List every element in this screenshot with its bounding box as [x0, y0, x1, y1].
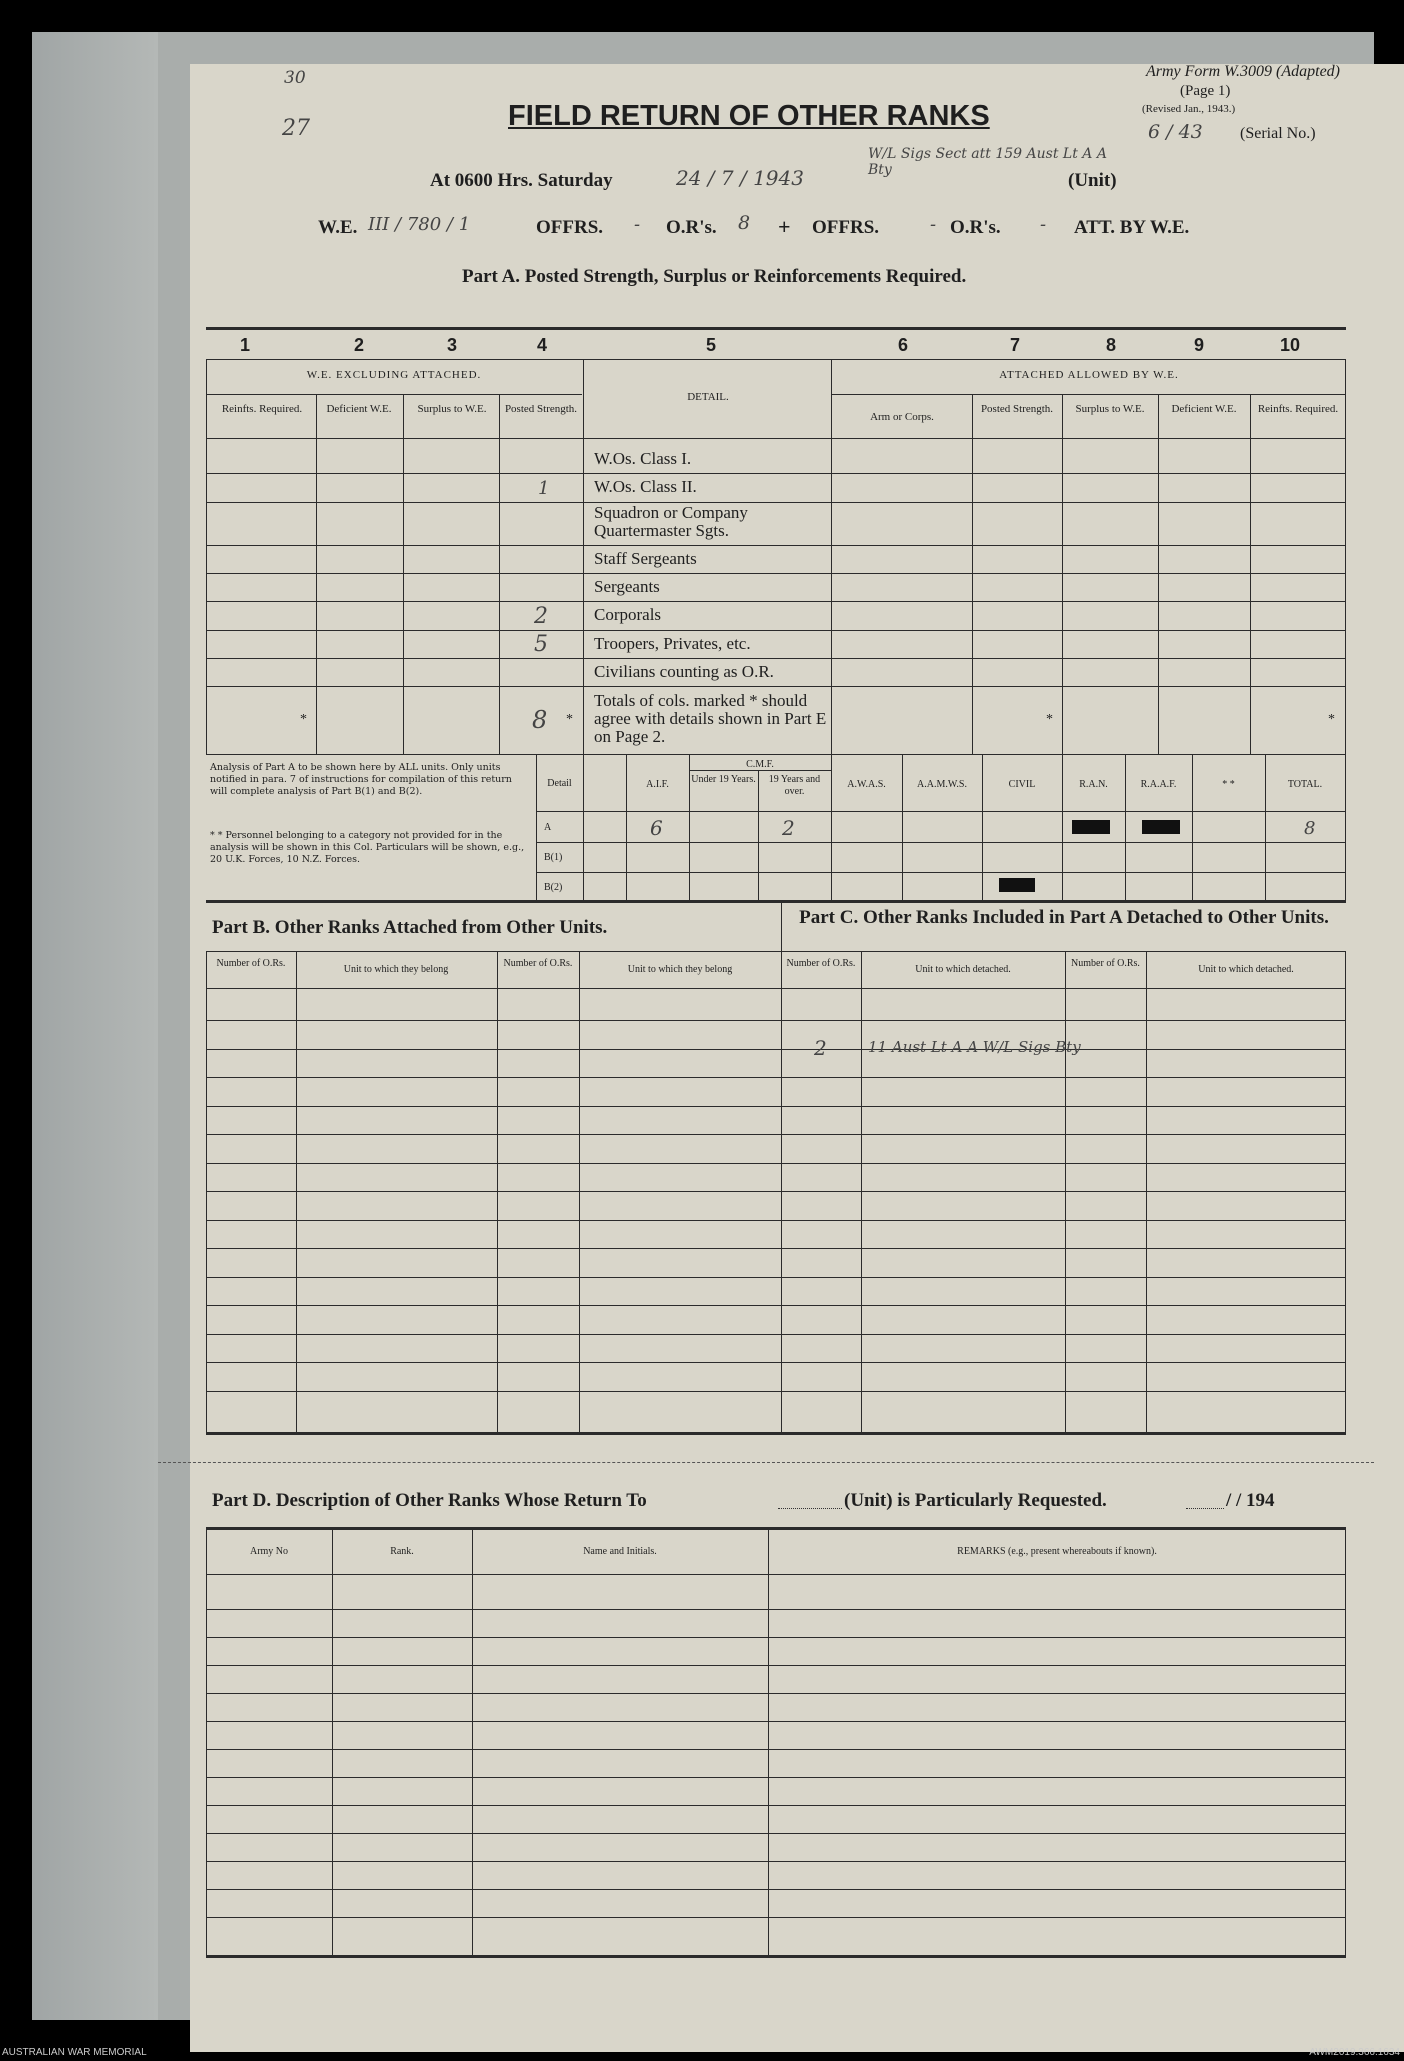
ors-label: O.R's.	[666, 217, 717, 238]
redaction-mark	[1072, 820, 1110, 834]
aif-head: A.I.F.	[646, 779, 669, 790]
total-star: *	[566, 712, 573, 727]
head-reinfts-required: Reinfts. Required.	[221, 403, 303, 415]
serial-label: (Serial No.)	[1240, 125, 1316, 142]
part-c-head-number: Number of O.Rs.	[786, 958, 856, 969]
head-surplus: Surplus to W.E.	[417, 403, 487, 415]
ors-value: 8	[738, 212, 751, 234]
cmf-over-19-count: 2	[782, 816, 795, 840]
head-posted-strength-att: Posted Strength.	[980, 403, 1054, 415]
head-posted-strength: Posted Strength.	[504, 403, 578, 415]
part-c-head-unit-2: Unit to which detached.	[1198, 964, 1294, 975]
detail-totals: Totals of cols. marked * should agree with details shown in Part E on Page 2.	[594, 691, 827, 746]
detached-unit: 11 Aust Lt A A W/L Sigs Bty	[868, 1038, 1081, 1056]
part-b-head-number: Number of O.Rs.	[216, 958, 286, 969]
unit-label: (Unit)	[1068, 170, 1117, 191]
total-star: *	[300, 712, 307, 727]
ors-value-2: -	[1040, 214, 1047, 235]
posted-privates: 5	[534, 632, 548, 657]
redaction-mark	[1142, 820, 1180, 834]
page-number: (Page 1)	[1180, 83, 1231, 99]
offrs-label: OFFRS.	[536, 217, 604, 238]
form-reference: Army Form W.3009 (Adapted)	[1145, 63, 1340, 80]
offrs-value: -	[634, 214, 641, 235]
posted-total: 8	[532, 706, 548, 734]
awas-head: A.W.A.S.	[847, 779, 886, 790]
analysis-row-b2: B(2)	[544, 882, 563, 893]
analysis-note: Analysis of Part A to be shown here by ALL units. Only units notified in para. 7 of instructions for compilation of this return will complete analysis of Part B(1) and B(2).	[210, 762, 512, 797]
part-b-head-unit-2: Unit to which they belong	[627, 964, 733, 975]
att-label: ATT. BY W.E.	[1074, 217, 1190, 238]
detached-count: 2	[814, 1036, 827, 1060]
other-head: * *	[1222, 779, 1235, 790]
detail-cqms: Squadron or Company Quartermaster Sgts.	[594, 503, 748, 540]
detail-wo-class-2: W.Os. Class II.	[594, 477, 697, 496]
part-b-head-number-2: Number of O.Rs.	[503, 958, 573, 969]
plus-sign: +	[778, 214, 791, 239]
we-entry: III / 780 / 1	[368, 214, 471, 235]
detail-staff-sergeants: Staff Sergeants	[594, 549, 697, 568]
part-c-title: Part C. Other Ranks Included in Part A Detached to Other Units.	[799, 907, 1329, 928]
we-excluding-heading: W.E. EXCLUDING ATTACHED.	[306, 369, 482, 381]
backing-strip	[32, 32, 158, 2020]
ran-head: R.A.N.	[1079, 779, 1108, 790]
detail-sergeants: Sergeants	[594, 577, 660, 596]
detail-corporals: Corporals	[594, 605, 662, 624]
archive-reference: AWM2019.366.1634	[1309, 2047, 1400, 2058]
detail-civilians: Civilians counting as O.R.	[594, 662, 774, 681]
part-d-requested: (Unit) is Particularly Requested.	[844, 1490, 1107, 1511]
analysis-row-a: A	[544, 822, 552, 833]
total-star: *	[1046, 712, 1053, 727]
over-19-head: 19 Years and over.	[768, 774, 821, 797]
unit-entry: W/L Sigs Sect att 159 Aust Lt A A Bty	[868, 146, 1107, 178]
aamws-head: A.A.M.W.S.	[917, 779, 967, 790]
part-d-head-army-no: Army No	[249, 1546, 289, 1557]
part-b-head-unit: Unit to which they belong	[343, 964, 449, 975]
offrs-label-2: OFFRS.	[812, 217, 880, 238]
head-deficient: Deficient W.E.	[326, 403, 392, 415]
offrs-value-2: -	[930, 214, 937, 235]
head-surplus-att: Surplus to W.E.	[1075, 403, 1145, 415]
archive-credit: AUSTRALIAN WAR MEMORIAL	[2, 2047, 147, 2058]
form-paper	[190, 64, 1404, 2052]
total-head: TOTAL.	[1287, 779, 1323, 790]
total-star: *	[1328, 712, 1335, 727]
column-numbers: 1 2 3 4 5 6 7 8 9 10	[240, 335, 1301, 355]
part-c-head-number-2: Number of O.Rs.	[1071, 958, 1140, 969]
revised-date: (Revised Jan., 1943.)	[1142, 103, 1236, 115]
aif-count: 6	[650, 816, 663, 840]
date-entry: 24 / 7 / 1943	[676, 166, 804, 190]
raaf-head: R.A.A.F.	[1140, 779, 1177, 790]
part-d-head-name: Name and Initials.	[583, 1546, 657, 1557]
form-title: FIELD RETURN OF OTHER RANKS	[508, 100, 990, 132]
part-a-title: Part A. Posted Strength, Surplus or Reinforcements Required.	[462, 266, 967, 287]
part-d-head-rank: Rank.	[390, 1546, 414, 1557]
attached-allowed-heading: ATTACHED ALLOWED BY W.E.	[999, 369, 1179, 381]
head-arm-corps: Arm or Corps.	[870, 411, 934, 423]
time-label: At 0600 Hrs. Saturday	[430, 170, 613, 191]
head-deficient-att: Deficient W.E.	[1171, 403, 1237, 415]
civil-head: CIVIL	[1008, 779, 1036, 790]
detail-wo-class-1: W.Os. Class I.	[594, 449, 692, 468]
part-d-head-remarks: REMARKS (e.g., present whereabouts if known).	[957, 1546, 1157, 1557]
under-19-head: Under 19 Years.	[691, 774, 756, 785]
detail-privates: Troopers, Privates, etc.	[594, 634, 751, 653]
head-reinfts-att: Reinfts. Required.	[1257, 403, 1339, 415]
analysis-total: 8	[1304, 818, 1316, 839]
serial-number: 6 / 43	[1148, 121, 1203, 143]
cmf-head: C.M.F.	[746, 759, 774, 770]
margin-mark: 30	[284, 68, 306, 88]
margin-mark: 27	[282, 116, 310, 141]
part-c-head-unit: Unit to which detached.	[915, 964, 1011, 975]
ors-label-2: O.R's.	[950, 217, 1001, 238]
part-d-date: / / 194	[1226, 1490, 1275, 1511]
part-b-title: Part B. Other Ranks Attached from Other Units.	[212, 917, 608, 938]
analysis-note-2: * * Personnel belonging to a category not provided for in the analysis will be shown in this Col. Particulars will be shown, e.g., 20 U.K. Forces, 10 N.Z. Forces.	[210, 830, 525, 865]
analysis-row-b1: B(1)	[544, 852, 563, 863]
posted-corporals: 2	[534, 604, 548, 629]
posted-wo2: 1	[538, 478, 550, 499]
analysis-detail-head: Detail	[547, 778, 572, 789]
detail-heading: DETAIL.	[687, 391, 729, 403]
we-label: W.E.	[318, 217, 358, 238]
part-d-title: Part D. Description of Other Ranks Whose Return To	[212, 1490, 647, 1511]
redaction-mark	[999, 878, 1035, 892]
